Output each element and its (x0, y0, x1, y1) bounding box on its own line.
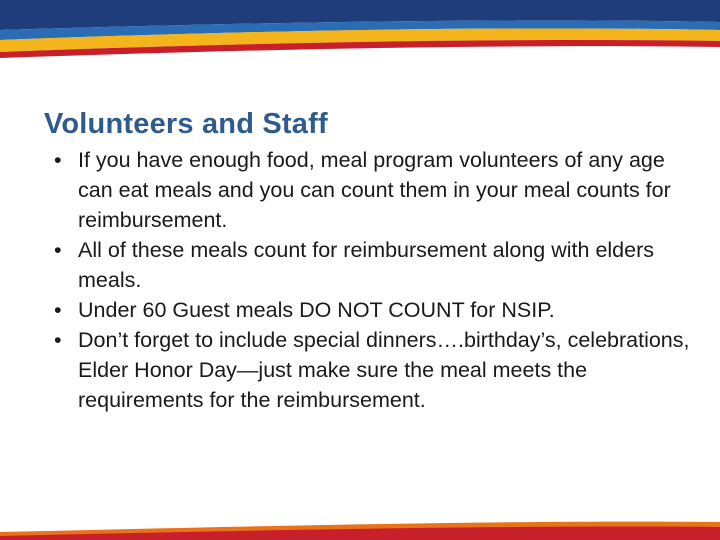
bullet-item (52, 325, 692, 415)
bullet-item (52, 235, 692, 295)
bullet-dot-icon: • (54, 298, 62, 322)
bullet-dot-icon: • (54, 238, 62, 262)
bullet-text: Don’t forget to include special dinners….birthday’s, celebrations, Elder Honor Day—just make sure the meal meets the requirements for the reimbursement. (78, 328, 690, 412)
bullet-text: Under 60 Guest meals DO NOT COUNT for NSIP. (78, 298, 555, 322)
bottom-decorative-band (0, 518, 720, 540)
bullet-text: If you have enough food, meal program volunteers of any age can eat meals and you can count them in your meal counts for reimbursement. (78, 148, 671, 232)
bullet-text: All of these meals count for reimbursement along with elders meals. (78, 238, 654, 292)
bullet-item (52, 145, 692, 235)
bullet-list (52, 145, 692, 415)
bullet-dot-icon: • (54, 328, 62, 352)
top-decorative-band (0, 0, 720, 62)
slide-title: Volunteers and Staff (44, 108, 328, 141)
bullet-item (52, 295, 692, 325)
bullet-dot-icon: • (54, 148, 62, 172)
